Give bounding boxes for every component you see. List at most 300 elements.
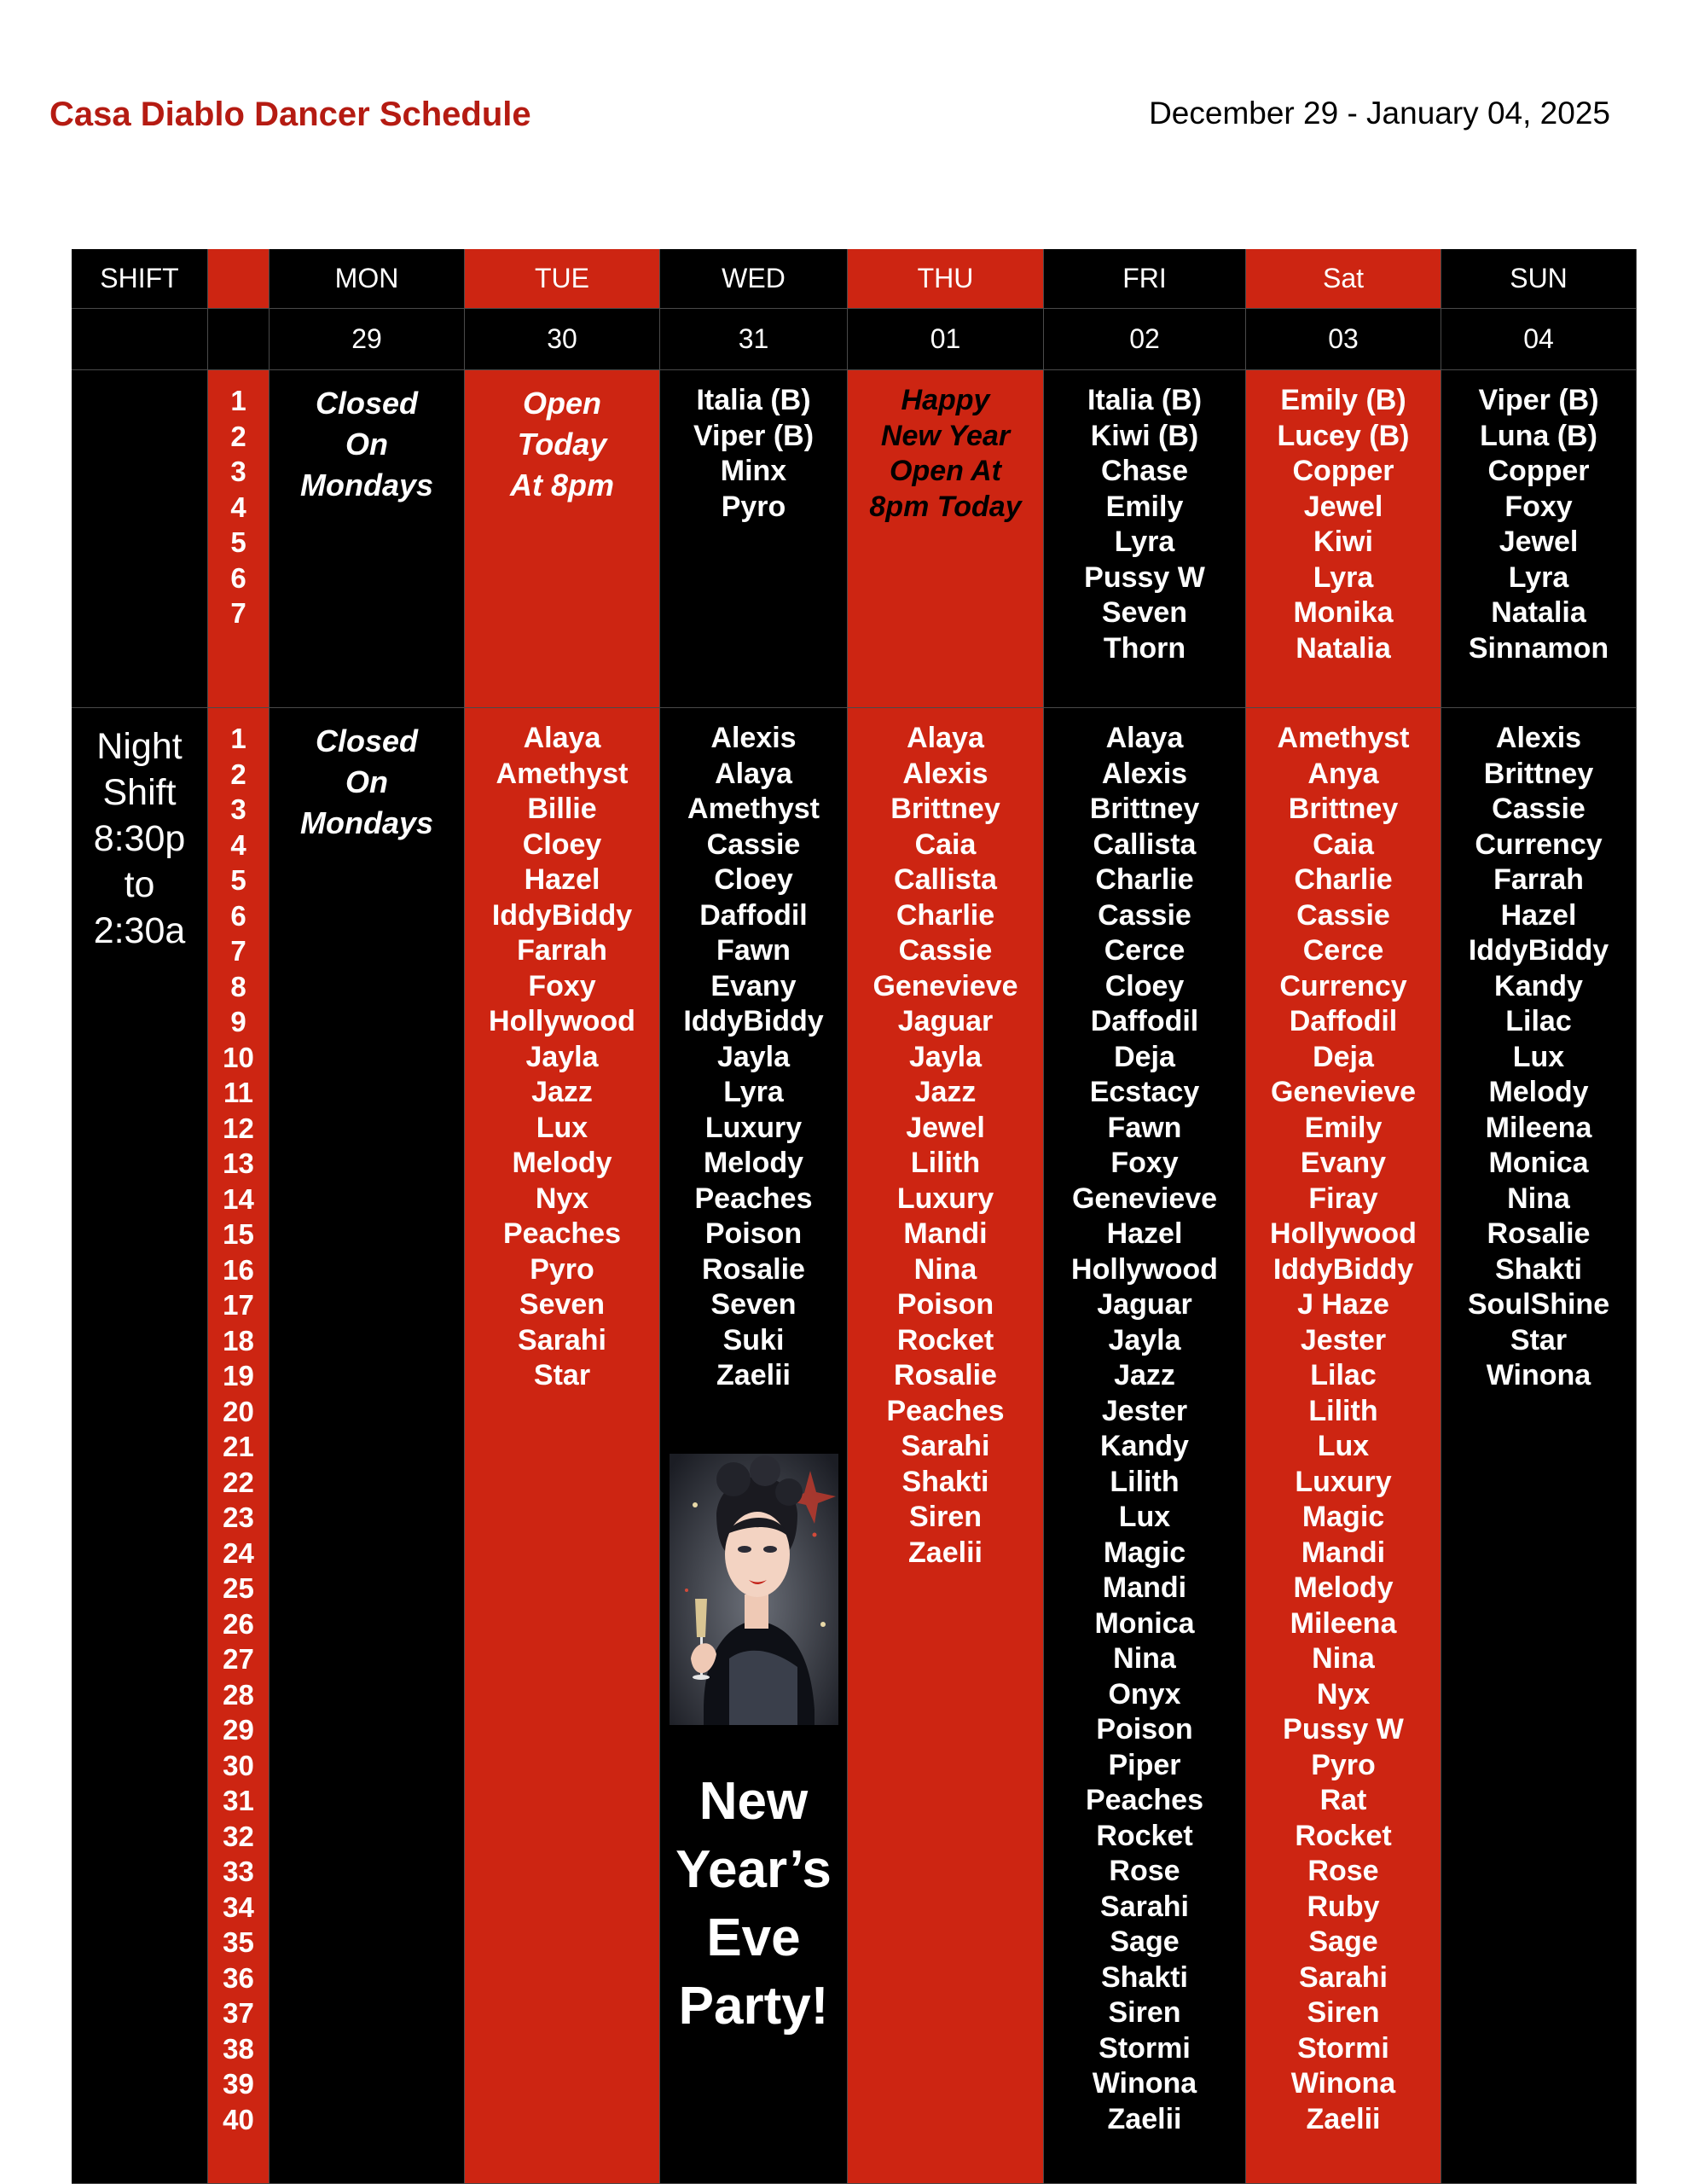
list-line: Sarahi [1100, 1890, 1189, 1923]
list-line: Jazz [1114, 1359, 1175, 1391]
night-shift-label [72, 708, 208, 2184]
list-line: Brittney [1288, 793, 1399, 825]
date-mon: 29 [270, 309, 465, 370]
list-line: Cassie [1098, 898, 1191, 932]
list-line: Lux [1118, 1501, 1171, 1533]
list-line: Evany [1300, 1147, 1387, 1179]
list-line: Alexis [710, 722, 797, 754]
list-line: Hazel [1106, 1217, 1183, 1250]
list-line: Sarahi [1299, 1960, 1388, 1994]
list-line: Mandi [1102, 1571, 1187, 1604]
list-line: Emily [1105, 490, 1184, 523]
list-line: Siren [908, 1501, 983, 1533]
date-wed: 31 [660, 309, 848, 370]
list-line: Alaya [907, 722, 984, 754]
list-line: Kandy [1494, 969, 1583, 1002]
list-line: 20 [223, 1395, 254, 1427]
list-line: Lilac [1505, 1005, 1572, 1037]
list-line: 17 [223, 1289, 254, 1321]
list-line: Monika [1293, 596, 1394, 629]
list-line: 10 [223, 1041, 254, 1073]
list-line: Caia [1313, 828, 1374, 861]
list-line: 34 [223, 1891, 254, 1923]
list-line: 26 [223, 1607, 254, 1640]
list-line: Lilac [1310, 1359, 1377, 1391]
list-line: Lilith [910, 1147, 981, 1179]
list-line: 31 [223, 1785, 254, 1816]
list-line: 6 [230, 899, 246, 932]
list-line: Star [533, 1359, 591, 1391]
list-line: Star [1510, 1323, 1568, 1356]
list-line: Nina [913, 1252, 977, 1286]
list-line: Kiwi [1313, 526, 1373, 558]
list-line: Year’s [675, 1839, 832, 1899]
header-day-sun: SUN [1441, 249, 1637, 309]
list-line: New Year [880, 419, 1011, 452]
list-line: Callista [894, 863, 997, 896]
list-line: 7 [230, 597, 246, 629]
header-shift: SHIFT [72, 249, 208, 309]
list-line: Happy [901, 384, 990, 416]
list-line: 28 [223, 1678, 254, 1711]
header-day-fri: FRI [1044, 249, 1246, 309]
list-line: Lux [536, 1111, 588, 1144]
list-line: Sage [1308, 1926, 1378, 1958]
list-line: Monica [1094, 1606, 1195, 1640]
list-line: Viper (B) [1478, 384, 1599, 416]
list-line: Mondays [299, 468, 434, 502]
list-line: Evany [710, 969, 797, 1002]
list-line: J Haze [1297, 1288, 1389, 1321]
list-line: Shakti [1494, 1252, 1583, 1286]
list-line: Amethyst [687, 793, 820, 825]
list-line: 5 [230, 526, 246, 558]
list-line: Hazel [524, 863, 600, 896]
list-line: Mondays [299, 805, 434, 840]
list-line: Fawn [716, 934, 791, 967]
list-line: Billie [527, 793, 597, 825]
list-line: Melody [1293, 1571, 1394, 1604]
list-line: Brittney [1483, 757, 1594, 790]
list-line: 6 [230, 561, 246, 594]
list-line: 18 [223, 1324, 254, 1356]
list-line: Zaelii [716, 1359, 791, 1391]
date-tue: 30 [465, 309, 660, 370]
list-line: Lyra [1313, 561, 1374, 594]
list-line: Melody [703, 1147, 804, 1179]
list-line: Stormi [1099, 2031, 1191, 2065]
list-line: Pussy W [1283, 1713, 1404, 1745]
list-line: SoulShine [1467, 1288, 1610, 1321]
list-line: Luxury [1295, 1465, 1392, 1498]
list-line: Caia [914, 828, 977, 861]
list-line: Poison [1096, 1713, 1193, 1745]
list-line: Cassie [1492, 793, 1586, 825]
list-line: Firay [1308, 1182, 1378, 1215]
list-line: Peaches [886, 1394, 1005, 1427]
list-line: Alaya [1105, 722, 1184, 754]
date-fri: 02 [1044, 309, 1246, 370]
list-line: Zaelii [1107, 2102, 1182, 2135]
list-line: Jewel [1499, 526, 1579, 558]
list-line: 8 [230, 970, 246, 1002]
list-line: Jayla [908, 1040, 983, 1073]
list-line: Lux [1317, 1430, 1370, 1462]
list-line: Pyro [721, 490, 786, 523]
list-line: Emily (B) [1280, 384, 1406, 416]
night-mon-closed-note [270, 708, 465, 2184]
list-line: Seven [519, 1288, 606, 1321]
list-line: Lilith [1308, 1394, 1378, 1427]
list-line: Daffodil [699, 898, 808, 932]
list-line: Callista [1093, 828, 1197, 861]
list-line: Jester [1300, 1323, 1387, 1356]
date-blank [72, 309, 208, 370]
list-line: At 8pm [509, 468, 614, 502]
list-line: Fawn [1107, 1111, 1182, 1144]
list-line: Jazz [914, 1076, 977, 1108]
list-line: Cassie [1296, 898, 1390, 932]
list-line: 4 [230, 828, 246, 861]
list-line: New [699, 1771, 809, 1831]
list-line: 8:30p [93, 818, 186, 859]
list-line: Luna (B) [1480, 419, 1597, 452]
list-line: Genevieve [872, 969, 1018, 1002]
list-line: Nina [1312, 1642, 1375, 1675]
list-line: Zaelii [1306, 2102, 1381, 2135]
list-line: Seven [710, 1288, 797, 1321]
list-line: Cerce [1302, 934, 1384, 967]
list-line: Zaelii [908, 1536, 983, 1569]
list-line: Cassie [706, 828, 801, 861]
day-sun-dancers [1441, 370, 1637, 708]
list-line: Rosalie [702, 1252, 805, 1286]
list-line: Lux [1512, 1040, 1565, 1073]
list-line: Jaguar [1097, 1288, 1192, 1321]
list-line: 1 [230, 385, 246, 416]
list-line: Alexis [902, 757, 988, 790]
list-line: 4 [230, 491, 246, 523]
list-line: Peaches [1086, 1784, 1203, 1816]
list-line: Winona [1092, 2067, 1197, 2100]
list-line: 2 [230, 758, 246, 790]
list-line: Deja [1313, 1040, 1374, 1073]
list-line: Ruby [1307, 1890, 1380, 1923]
list-line: Piper [1108, 1748, 1181, 1781]
list-line: Luxury [704, 1111, 803, 1144]
list-line: Rose [1307, 1855, 1379, 1887]
list-line: On [345, 764, 388, 799]
list-line: Italia (B) [1087, 384, 1203, 416]
day-thu-new-year-note [848, 370, 1044, 708]
list-line: 38 [223, 2032, 254, 2065]
header-day-mon: MON [270, 249, 465, 309]
list-line: Viper (B) [693, 419, 815, 452]
list-line: 13 [223, 1147, 254, 1179]
list-line: Chase [1100, 455, 1189, 487]
list-line: 5 [230, 864, 246, 896]
list-line: Copper [1487, 455, 1590, 487]
list-line: Lyra [723, 1076, 784, 1108]
list-line: IddyBiddy [1272, 1252, 1414, 1286]
list-line: 39 [223, 2068, 254, 2100]
list-line: 23 [223, 1502, 254, 1533]
night-sun-dancers [1441, 708, 1637, 2184]
list-line: Night [96, 726, 183, 767]
list-line: 16 [223, 1253, 254, 1286]
list-line: 22 [223, 1466, 254, 1498]
list-line: Lilith [1110, 1465, 1180, 1498]
day-shift-slot-numbers [208, 370, 270, 708]
night-thu-dancers [848, 708, 1044, 2184]
list-line: Rose [1109, 1855, 1180, 1887]
night-tue-dancers [465, 708, 660, 2184]
night-wed-column [660, 708, 848, 2184]
list-line: Kandy [1100, 1430, 1189, 1462]
list-line: Charlie [1095, 863, 1194, 896]
list-line: Closed [315, 386, 419, 421]
list-line: Mandi [903, 1217, 988, 1250]
list-line: 15 [223, 1218, 254, 1250]
date-slot-blank [208, 309, 270, 370]
list-line: Mandi [1301, 1536, 1386, 1569]
list-line: Emily [1304, 1111, 1383, 1144]
list-line: Melody [512, 1147, 612, 1179]
list-line: Jaguar [897, 1005, 994, 1037]
list-line: Cloey [714, 863, 793, 896]
list-line: Open At [890, 455, 1001, 487]
list-line: Magic [1103, 1536, 1186, 1569]
list-line: Currency [1279, 969, 1407, 1002]
list-line: Jayla [1108, 1323, 1181, 1356]
header-day-sat: Sat [1246, 249, 1441, 309]
night-wed-dancers [660, 708, 847, 1394]
list-line: Shift [102, 772, 177, 813]
list-line: Copper [1292, 455, 1394, 487]
list-line: IddyBiddy [683, 1005, 824, 1037]
list-line: Currency [1475, 828, 1603, 861]
list-line: Daffodil [1090, 1005, 1199, 1037]
list-line: Nina [1113, 1642, 1176, 1675]
new-years-eve-party-banner [660, 1768, 847, 2041]
list-line: Lucey (B) [1277, 419, 1410, 452]
list-line: Alexis [1495, 722, 1582, 754]
list-line: Jester [1101, 1394, 1188, 1427]
schedule-title: Casa Diablo Dancer Schedule [49, 96, 531, 133]
list-line: Jewel [906, 1111, 985, 1144]
list-line: Pussy W [1084, 561, 1205, 594]
list-line: 35 [223, 1926, 254, 1958]
list-line: Winona [1486, 1359, 1591, 1391]
list-line: Jayla [716, 1040, 791, 1073]
list-line: Seven [1101, 596, 1188, 629]
header-day-tue: TUE [465, 249, 660, 309]
list-line: 30 [223, 1749, 254, 1781]
night-sat-dancers [1246, 708, 1441, 2184]
list-line: Siren [1307, 1996, 1380, 2029]
list-line: IddyBiddy [491, 898, 633, 932]
list-line: Eve [706, 1908, 801, 1967]
list-line: Suki [722, 1323, 785, 1356]
list-line: Rosalie [1487, 1217, 1591, 1250]
list-line: Deja [1114, 1040, 1175, 1073]
list-line: Brittney [890, 793, 1000, 825]
list-line: 21 [223, 1431, 254, 1462]
list-line: Daffodil [1289, 1005, 1398, 1037]
list-line: Kiwi (B) [1090, 419, 1199, 452]
day-wed-dancers [660, 370, 848, 708]
list-line: Italia (B) [696, 384, 811, 416]
list-line: Sarahi [518, 1323, 606, 1356]
list-line: Sage [1110, 1926, 1180, 1958]
list-line: Amethyst [496, 757, 629, 790]
list-line: Natalia [1296, 631, 1391, 665]
list-line: 24 [223, 1536, 254, 1569]
list-line: Rosalie [894, 1359, 997, 1391]
list-line: Charlie [1294, 863, 1393, 896]
list-line: Today [517, 427, 607, 462]
list-line: Rocket [1096, 1819, 1193, 1852]
list-line: Mileena [1485, 1111, 1592, 1144]
list-line: Open [522, 386, 601, 421]
list-line: Foxy [1504, 490, 1573, 523]
list-line: Luxury [896, 1182, 994, 1215]
day-sat-dancers [1246, 370, 1441, 708]
list-line: 3 [230, 793, 246, 825]
list-line: Hollywood [1071, 1252, 1218, 1286]
list-line: Stormi [1297, 2031, 1389, 2065]
list-line: 29 [223, 1714, 254, 1745]
list-line: 19 [223, 1360, 254, 1391]
list-line: 27 [223, 1643, 254, 1675]
list-line: 14 [223, 1182, 254, 1215]
list-line: Onyx [1108, 1677, 1181, 1711]
list-line: Cerce [1104, 934, 1186, 967]
list-line: Alaya [523, 722, 601, 754]
list-line: Nyx [535, 1182, 589, 1215]
list-line: 11 [223, 1077, 253, 1108]
list-line: Cloey [1104, 969, 1185, 1002]
list-line: Sinnamon [1468, 631, 1609, 665]
night-shift-slot-numbers [208, 708, 270, 2184]
day-tue-open-note [465, 370, 660, 708]
list-line: 2:30a [93, 910, 186, 951]
list-line: Nina [1507, 1182, 1570, 1215]
list-line: Siren [1108, 1996, 1181, 2029]
day-shift-label [72, 370, 208, 708]
list-line: Anya [1307, 757, 1379, 790]
list-line: Foxy [1110, 1147, 1179, 1179]
list-line: Shakti [901, 1465, 989, 1498]
list-line: Pyro [530, 1252, 594, 1286]
list-line: Amethyst [1277, 722, 1410, 754]
schedule-date-range: December 29 - January 04, 2025 [1149, 96, 1610, 131]
list-line: Genevieve [1071, 1182, 1218, 1215]
header-day-thu: THU [848, 249, 1044, 309]
list-line: Foxy [528, 969, 596, 1002]
list-line: Peaches [694, 1182, 813, 1215]
list-line: Hazel [1500, 898, 1577, 932]
day-mon-closed-note [270, 370, 465, 708]
list-line: IddyBiddy [1468, 934, 1609, 967]
list-line: Farrah [1493, 863, 1584, 896]
list-line: Monica [1488, 1147, 1589, 1179]
list-line: Cloey [522, 828, 602, 861]
list-line: 33 [223, 1856, 254, 1887]
list-line: Sarahi [901, 1430, 990, 1462]
list-line: Thorn [1103, 631, 1186, 665]
list-line: Hollywood [1270, 1217, 1417, 1250]
list-line: Lyra [1114, 526, 1175, 558]
list-line: On [345, 427, 388, 462]
schedule-table [72, 249, 1632, 2184]
list-line: Jewel [1303, 490, 1383, 523]
list-line: Cassie [898, 934, 993, 967]
list-line: 37 [223, 1997, 254, 2029]
list-line: 36 [223, 1961, 254, 1994]
list-line: Genevieve [1270, 1076, 1417, 1108]
list-line: 9 [230, 1006, 246, 1037]
list-line: 1 [230, 723, 246, 754]
date-thu: 01 [848, 309, 1044, 370]
list-line: Alexis [1101, 757, 1188, 790]
list-line: Magic [1301, 1501, 1385, 1533]
list-line: Hollywood [489, 1005, 635, 1037]
list-line: 7 [230, 935, 246, 967]
list-line: Pyro [1311, 1748, 1376, 1781]
list-line: Farrah [517, 934, 607, 967]
list-line: Peaches [503, 1217, 621, 1250]
list-line: 12 [223, 1112, 254, 1144]
list-line: 25 [223, 1572, 254, 1604]
list-line: Melody [1488, 1076, 1589, 1108]
night-fri-dancers [1044, 708, 1246, 2184]
list-line: Rocket [896, 1323, 994, 1356]
list-line: Mileena [1290, 1606, 1397, 1640]
list-line: Poison [704, 1217, 803, 1250]
list-line: Alaya [715, 757, 792, 790]
list-line: Jazz [531, 1076, 593, 1108]
list-line: Charlie [896, 898, 995, 932]
pinup-woman-champagne-image [670, 1454, 838, 1725]
list-line: Minx [720, 455, 787, 487]
list-line: 40 [223, 2103, 254, 2135]
list-line: Brittney [1089, 793, 1200, 825]
list-line: Shakti [1100, 1960, 1189, 1994]
list-line: Natalia [1491, 596, 1586, 629]
list-line: Rocket [1295, 1819, 1392, 1852]
list-line: Winona [1290, 2067, 1396, 2100]
list-line: 32 [223, 1820, 254, 1852]
list-line: Lyra [1508, 561, 1569, 594]
header-day-wed: WED [660, 249, 848, 309]
list-line: Rat [1319, 1784, 1367, 1816]
list-line: to [124, 864, 155, 905]
list-line: 3 [230, 456, 246, 487]
header-slot [208, 249, 270, 309]
list-line: 2 [230, 420, 246, 452]
list-line: Party! [678, 1976, 829, 2036]
list-line: Ecstacy [1089, 1076, 1200, 1108]
day-fri-dancers [1044, 370, 1246, 708]
list-line: Closed [315, 723, 419, 758]
date-sun: 04 [1441, 309, 1637, 370]
list-line: Nyx [1316, 1677, 1371, 1711]
list-line: Poison [896, 1288, 994, 1321]
list-line: Jayla [525, 1040, 599, 1073]
list-line: 8pm Today [869, 490, 1022, 523]
date-sat: 03 [1246, 309, 1441, 370]
